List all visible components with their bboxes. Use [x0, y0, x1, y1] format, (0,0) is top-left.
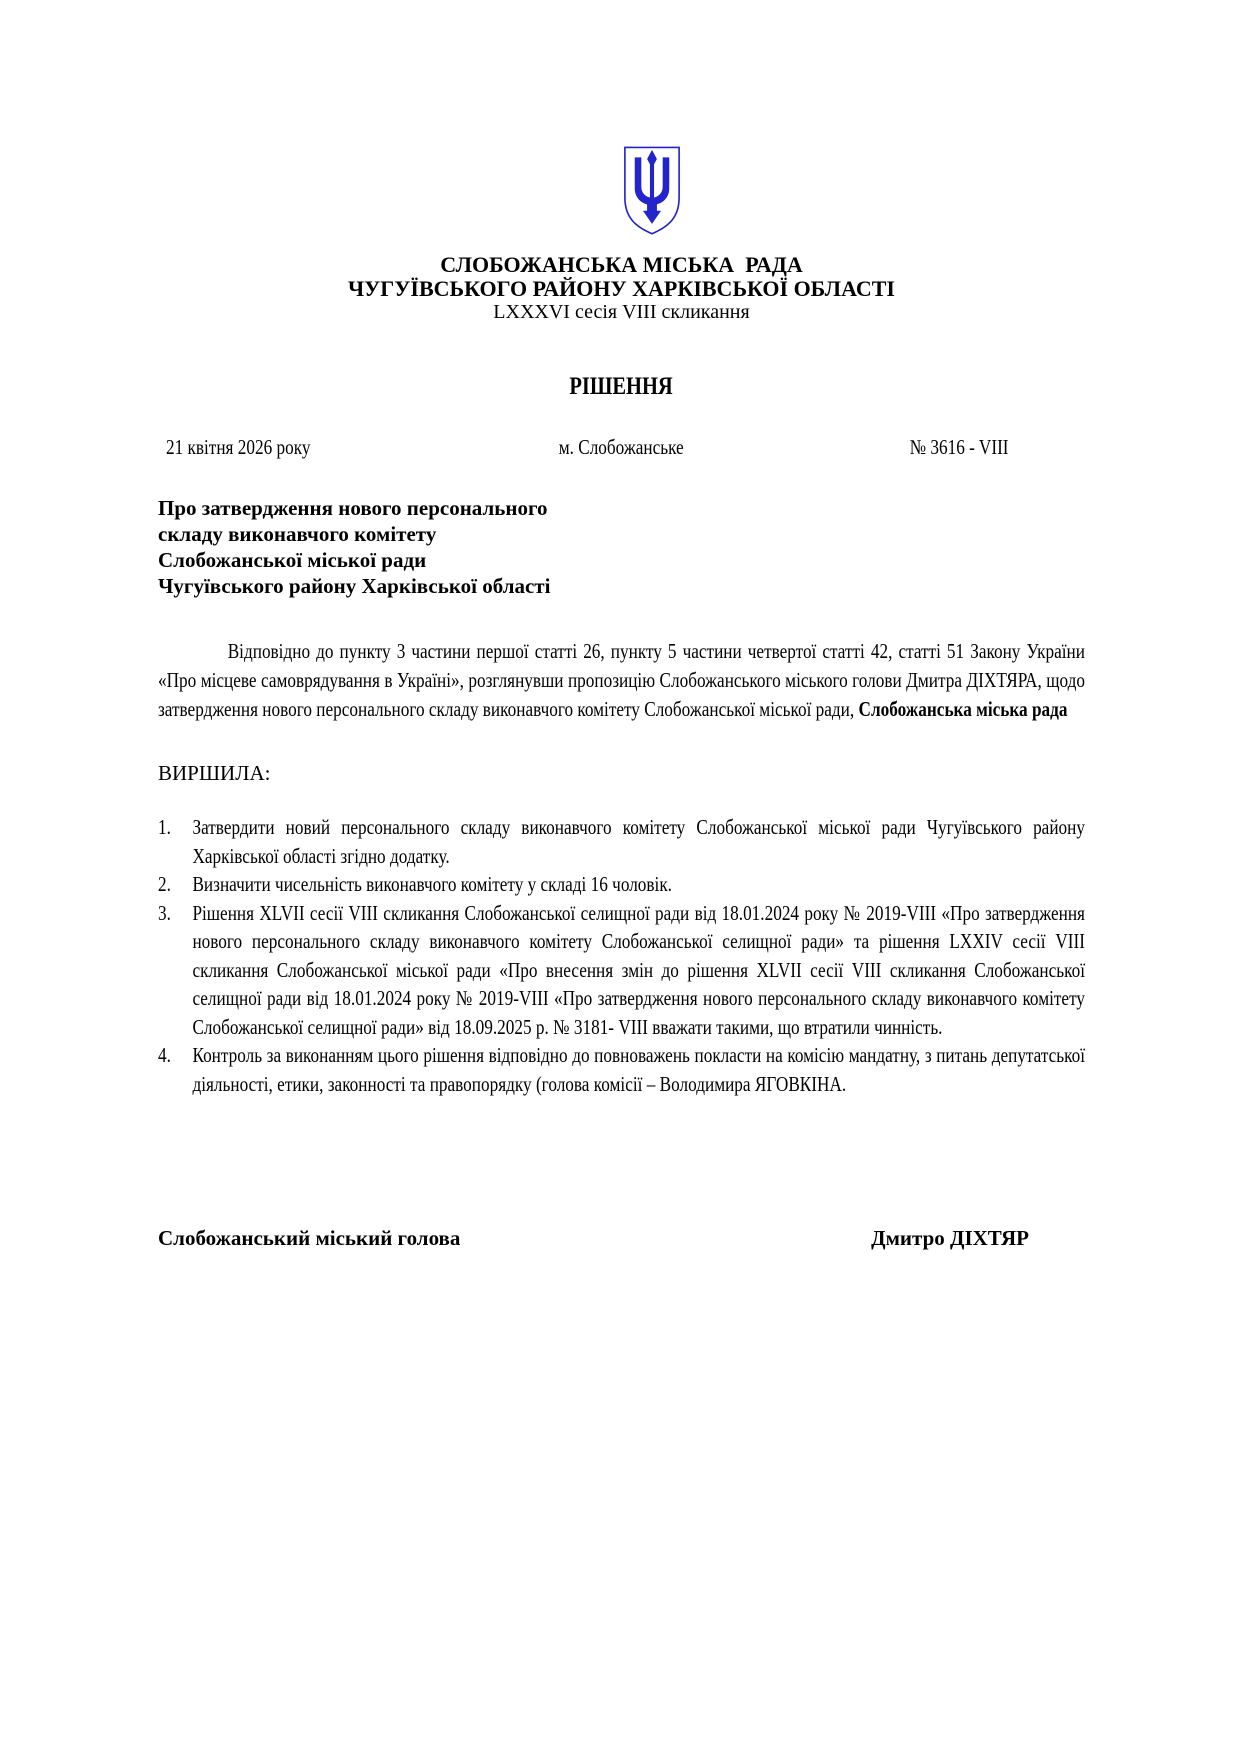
resolved-label: ВИРШИЛА:: [158, 761, 271, 785]
items-wrapper: [158, 813, 1085, 1098]
signatory-name: Дмитро ДІХТЯР: [871, 1226, 1029, 1250]
meta-date-cell: [158, 435, 545, 459]
list-item: [158, 899, 1085, 1042]
list-item-number: 4.: [158, 1043, 171, 1067]
list-item: [158, 870, 1085, 899]
subject-line-1: Про затвердження нового персонального: [158, 496, 548, 520]
decision-date: 21 квітня 2026 року: [166, 435, 311, 459]
meta-number-cell: [698, 435, 1085, 459]
preamble-paragraph: [158, 637, 1085, 724]
document-type-title: РІШЕННЯ: [569, 373, 674, 400]
list-item-number: 3.: [158, 900, 171, 925]
subject-block: [158, 495, 1085, 599]
preamble-text: Відповідно до пункту 3 частини першої статті 26, пункту 5 частини четвертої статті 42, статті 51 Закону України «Про місцеве самоврядування в Україні», розглянувши пропозицію Слобожанського міського голови Дмитра ДІХТЯРА, щодо затвердження нового персонального складу виконавчого комітету Слобожанської міської ради,: [158, 639, 1085, 721]
council-name: СЛОБОЖАНСЬКА МІСЬКА РАДА: [440, 252, 803, 277]
list-item-text: Рішення XLVII сесії VIII скликання Слобожанської селищної ради від 18.01.2024 року № 2019-VIII «Про затвердження нового персонального складу виконавчого комітету Слобожанської селищної ради» та рішення LXXIV сесії VIII скликання Слобожанської міської ради «Про внесення змін до рішення XLVII сесії VIII скликання Слобожанської селищної ради від 18.01.2024 року № 2019-VIII «Про затвердження нового персонального складу виконавчого комітету Слобожанської селищної ради» від 18.09.2025 р. № 3181- VIII вважати такими, що втратили чинність.: [192, 900, 1085, 1039]
list-item-number: 2.: [158, 872, 171, 896]
list-item-text: Визначити чисельність виконавчого комітету у складі 16 чоловік.: [192, 872, 672, 896]
list-item-text: Затвердити новий персонального складу виконавчого комітету Слобожанської міської ради Чугуївського району Харківської області згідно додатку.: [192, 815, 1085, 868]
district-region-name: ЧУГУЇВСЬКОГО РАЙОНУ ХАРКІВСЬКОЇ ОБЛАСТІ: [347, 276, 895, 301]
session-convocation-line: LXXXVI сесія VIII скликання: [493, 301, 750, 323]
list-item: [158, 1041, 1085, 1098]
preamble-council-bold: Слобожанська міська рада: [858, 697, 1068, 721]
list-item: [158, 813, 1085, 870]
decision-place: м. Слобожанське: [559, 435, 684, 459]
list-item-number: 1.: [158, 815, 171, 839]
list-item-text: Контроль за виконанням цього рішення відповідно до повноважень покласти на комісію мандатну, з питань депутатської діяльності, етики, законності та правопорядку (голова комісії – Володимира ЯГОВКІНА.: [192, 1043, 1085, 1096]
signatory-title: Слобожанський міський голова: [158, 1226, 461, 1250]
subject-line-4: Чугуївського району Харківської області: [158, 574, 551, 598]
subject-line-3: Слобожанської міської ради: [158, 548, 427, 572]
trident-emblem-icon: [619, 145, 685, 237]
document-type-title-row: [158, 372, 1085, 401]
meta-row: [158, 435, 1085, 459]
ukraine-coat-of-arms: [619, 145, 685, 237]
decision-items-list: [158, 813, 1085, 1098]
preamble-wrapper: [158, 637, 1085, 724]
subject-line-2: складу виконавчого комітету: [158, 522, 437, 546]
signature-row: [158, 1226, 1085, 1251]
meta-place-cell: [545, 435, 697, 459]
decision-number: № 3616 - VIII: [910, 435, 1009, 459]
